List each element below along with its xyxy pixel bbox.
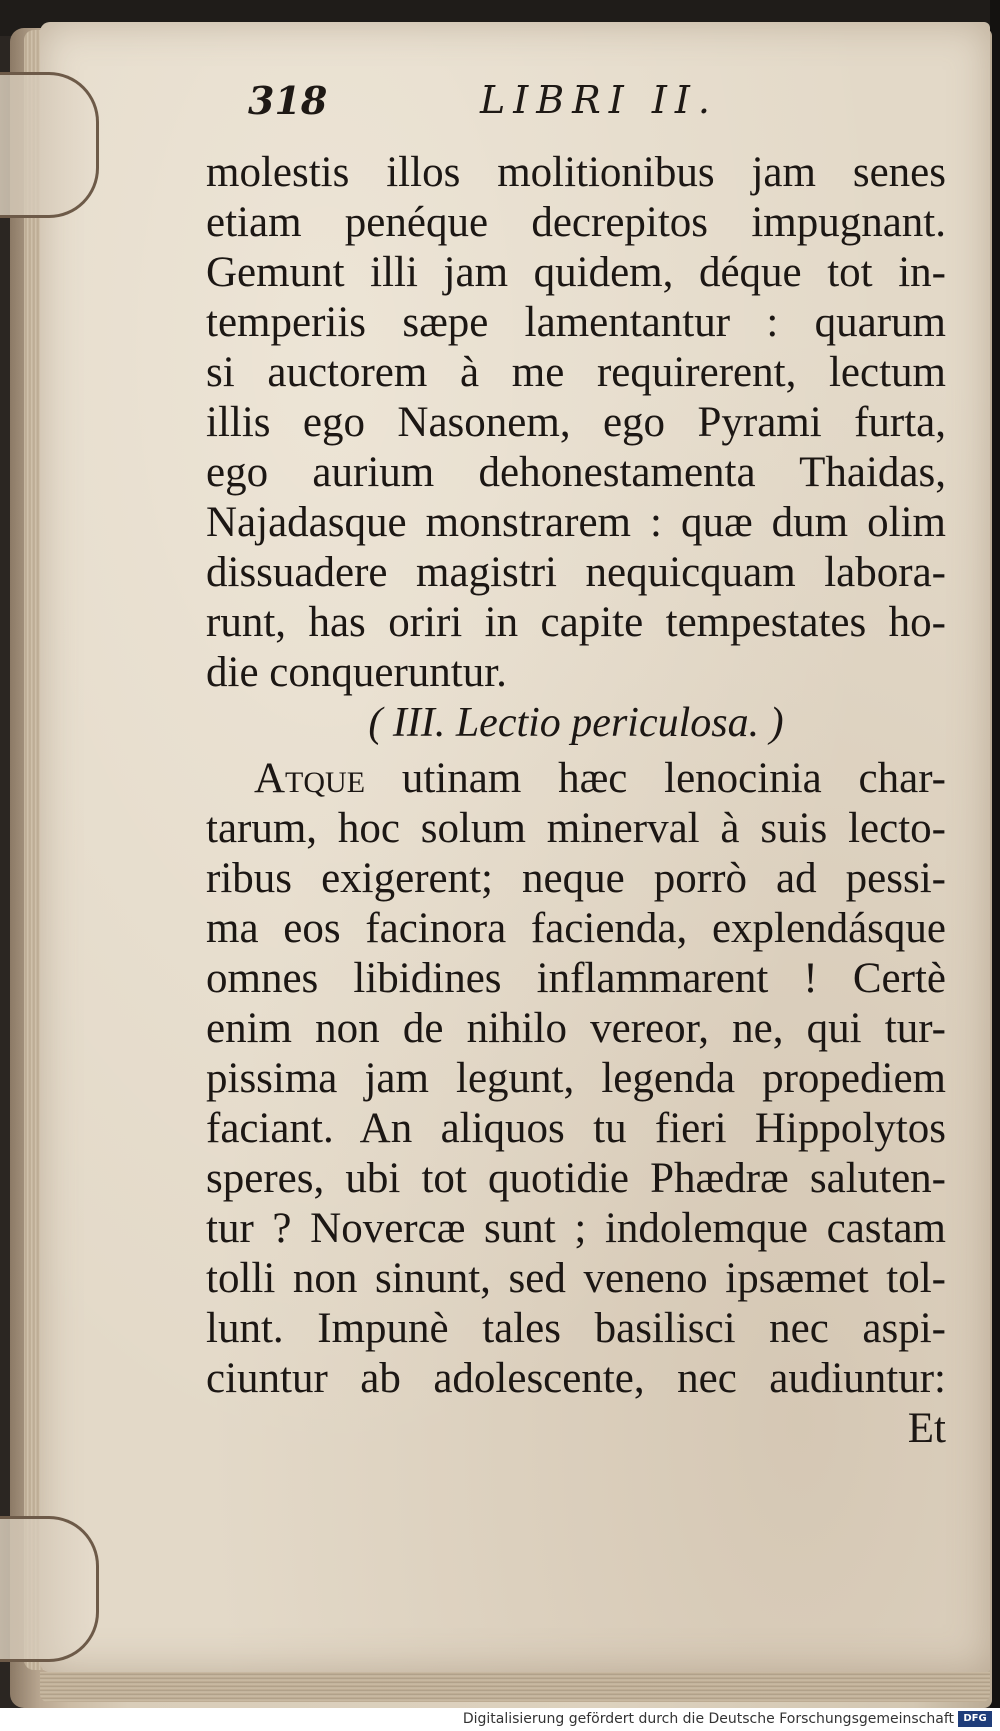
text-line: dissuadere magistri nequicquam labora-: [206, 549, 946, 596]
text-line: Gemunt illi jam quidem, déque tot in-: [206, 249, 946, 296]
page-text: [206, 148, 946, 1454]
clasp-bottom-icon: [0, 1516, 99, 1662]
text-line: pissima jam legunt, legenda propediem: [206, 1055, 946, 1102]
text-line: tur ? Novercæ sunt ; indolemque castam: [206, 1205, 946, 1252]
text-line: ego aurium dehonestamenta Thaidas,: [206, 449, 946, 496]
footer-credit: Digitalisierung gefördert durch die Deutsche Forschungsgemeinschaft: [462, 1711, 954, 1727]
text-line: lunt. Impunè tales basilisci nec aspi-: [206, 1305, 946, 1352]
text-line: ma eos facinora facienda, explendásque: [206, 905, 946, 952]
initial-word: Atque: [254, 755, 366, 802]
text-line: ciuntur ab adolescente, nec audiuntur:: [206, 1355, 946, 1402]
dfg-logo-icon: DFG: [958, 1711, 992, 1727]
text-line: runt, has oriri in capite tempestates ho-: [206, 599, 946, 646]
text-line: molestis illos molitionibus jam senes: [206, 149, 946, 196]
text-line: ribus exigerent; neque porrò ad pessi-: [206, 855, 946, 902]
text-line: temperiis sæpe lamentantur : quarum: [206, 299, 946, 346]
page-bottom-edge: [40, 1672, 990, 1702]
text-line: tarum, hoc solum minerval à suis lecto-: [206, 805, 946, 852]
page-header: [248, 78, 848, 138]
first-line-rest: utinam hæc lenocinia char-: [365, 755, 946, 802]
page-number: 318: [248, 78, 328, 123]
text-line: tolli non sinunt, sed veneno ipsæmet tol-: [206, 1255, 946, 1302]
clasp-top-icon: [0, 72, 99, 218]
text-line: faciant. An aliquos tu fieri Hippolytos: [206, 1105, 946, 1152]
text-line: etiam penéque decrepitos impugnant.: [206, 199, 946, 246]
section-heading: ( III. Lectio periculosa. ): [368, 700, 784, 746]
text-line: enim non de nihilo vereor, ne, qui tur-: [206, 1005, 946, 1052]
text-line: speres, ubi tot quotidie Phædræ saluten-: [206, 1155, 946, 1202]
text-line: si auctorem à me requirerent, lectum: [206, 349, 946, 396]
paragraph-first-line: [206, 754, 946, 804]
text-line: die conqueruntur.: [206, 649, 507, 696]
text-line: omnes libidines inflammarent ! Certè: [206, 955, 946, 1002]
text-line: Najadasque monstrarem : quæ dum olim: [206, 499, 946, 546]
digitization-footer: [0, 1708, 1000, 1731]
running-title: LIBRI II.: [480, 78, 718, 122]
text-line: illis ego Nasonem, ego Pyrami furta,: [206, 399, 946, 446]
catchword: Et: [907, 1405, 946, 1452]
